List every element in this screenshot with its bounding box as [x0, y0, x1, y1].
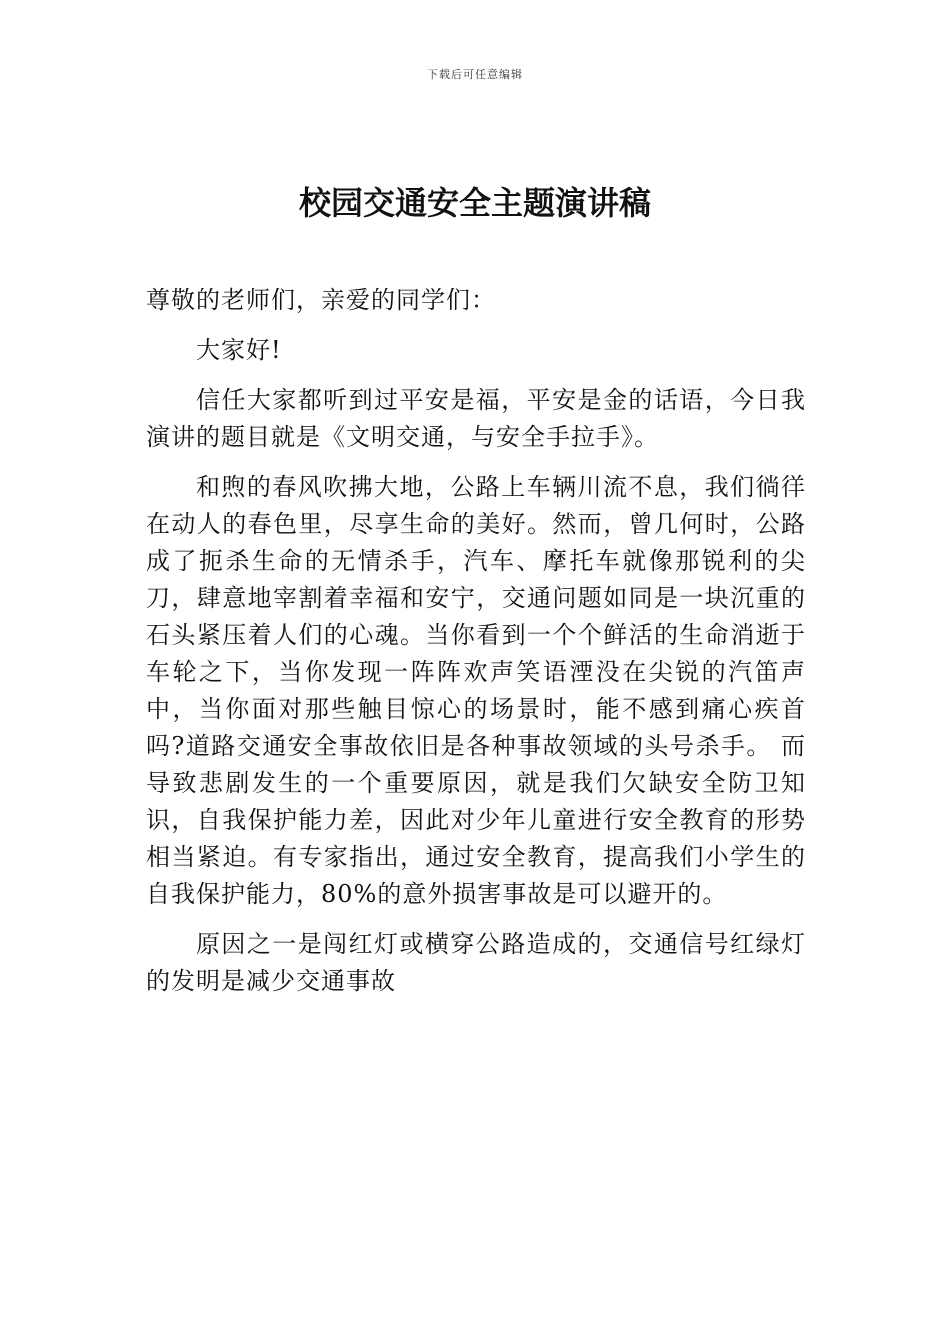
paragraph-greeting: 大家好!: [196, 336, 282, 364]
paragraph-main: 和煦的春风吹拂大地，公路上车辆川流不息，我们徜徉在动人的春色里，尽享生命的美好。然而，曾几何时，公路成了扼杀生命的无情杀手，汽车、摩托车就像那锐利的尖刀，肆意地宰割着幸福和安宁，交通问题如同是一块沉重的石头紧压着人们的心魂。当你看到一个个鲜活的生命消逝于车轮之下，当你发现一阵阵欢声笑语湮没在尖锐的汽笛声中，当你面对那些触目惊心的场景时，能不感到痛心疾首吗?道路交通安全事故依旧是各种事故领域的头号杀手。 而导致悲剧发生的一个重要原因，就是我们欠缺安全防卫知识，自我保护能力差，因此对少年儿童进行安全教育的形势相当紧迫。有专家指出，通过安全教育，提高我们小学生的自我保护能力，80%的意外损害事故是可以避开的。: [146, 473, 806, 908]
document-title: 校园交通安全主题演讲稿: [298, 184, 651, 222]
paragraph-cause: 原因之一是闯红灯或横穿公路造成的，交通信号红绿灯的发明是减少交通事故: [146, 930, 806, 995]
page-header-note: 下载后可任意编辑: [427, 68, 523, 81]
salutation: 尊敬的老师们，亲爱的同学们：: [146, 286, 496, 314]
document-body: [146, 282, 806, 1013]
paragraph-intro: 信任大家都听到过平安是福，平安是金的话语，今日我演讲的题目就是《文明交通，与安全手拉手》。: [146, 386, 806, 451]
